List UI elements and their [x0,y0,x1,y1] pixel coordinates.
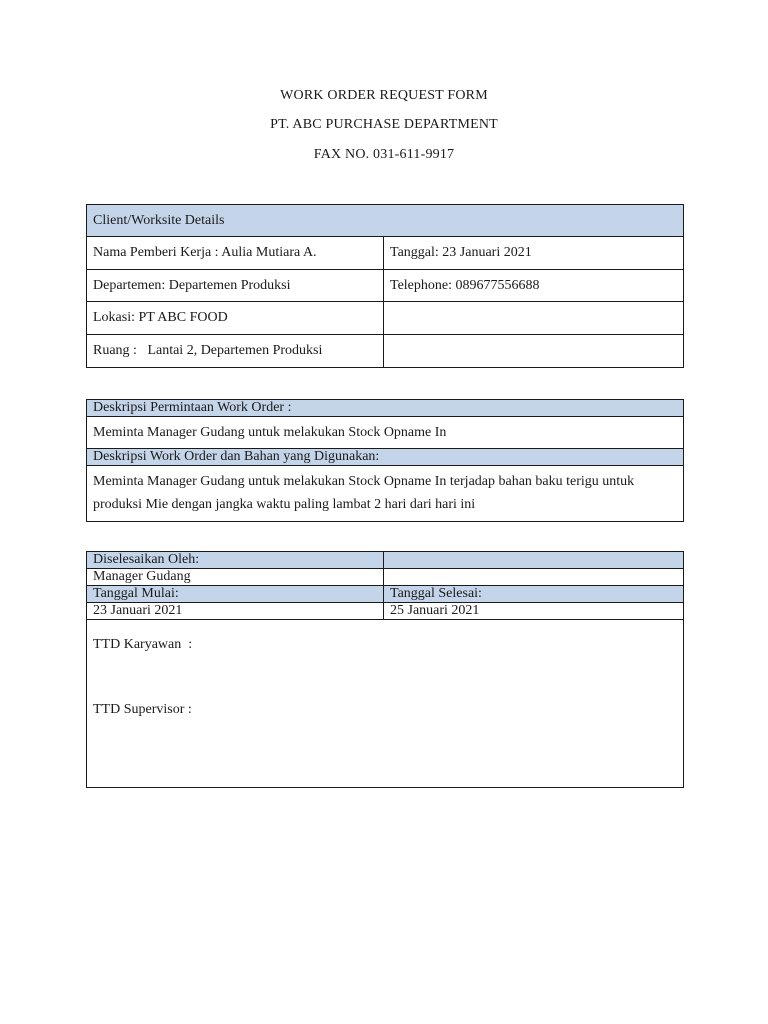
employee-signature-label: TTD Karyawan : [93,637,193,652]
form-title: WORK ORDER REQUEST FORM [280,88,488,103]
room-field: Ruang : Lantai 2, Departemen Produksi [87,335,384,368]
signature-section [87,620,684,788]
material-description-heading: Deskripsi Work Order dan Bahan yang Digunakan: [87,449,684,466]
completed-by-value: Manager Gudang [87,569,384,586]
request-description-text: Meminta Manager Gudang untuk melakukan Stock Opname In [87,417,684,449]
request-description-heading: Deskripsi Permintaan Work Order : [87,400,684,417]
department-field: Departemen: Departemen Produksi [87,270,384,302]
start-date-label: Tanggal Mulai: [87,586,384,603]
telephone-field: Telephone: 089677556688 [384,270,684,302]
company-name: PT. ABC PURCHASE DEPARTMENT [270,117,498,132]
date-field: Tanggal: 23 Januari 2021 [384,237,684,270]
completed-by-label: Diselesaikan Oleh: [87,552,384,569]
description-table [86,399,684,522]
end-date-label: Tanggal Selesai: [384,586,684,603]
location-field: Lokasi: PT ABC FOOD [87,302,384,335]
location-blank-cell [384,302,684,335]
completed-by-value-blank-cell [384,569,684,586]
client-details-heading: Client/Worksite Details [87,205,684,237]
employer-name-field: Nama Pemberi Kerja : Aulia Mutiara A. [87,237,384,270]
completed-by-blank-cell [384,552,684,569]
completion-table [86,551,684,788]
room-blank-cell [384,335,684,368]
fax-number: FAX NO. 031-611-9917 [313,147,455,162]
client-details-table [86,204,684,368]
supervisor-signature-label: TTD Supervisor : [93,702,192,717]
start-date-value: 23 Januari 2021 [87,603,384,620]
material-description-text: Meminta Manager Gudang untuk melakukan Stock Opname In terjadap bahan baku terigu untuk produksi Mie dengan jangka waktu paling lambat 2 hari dari hari ini [87,466,684,522]
end-date-value: 25 Januari 2021 [384,603,684,620]
